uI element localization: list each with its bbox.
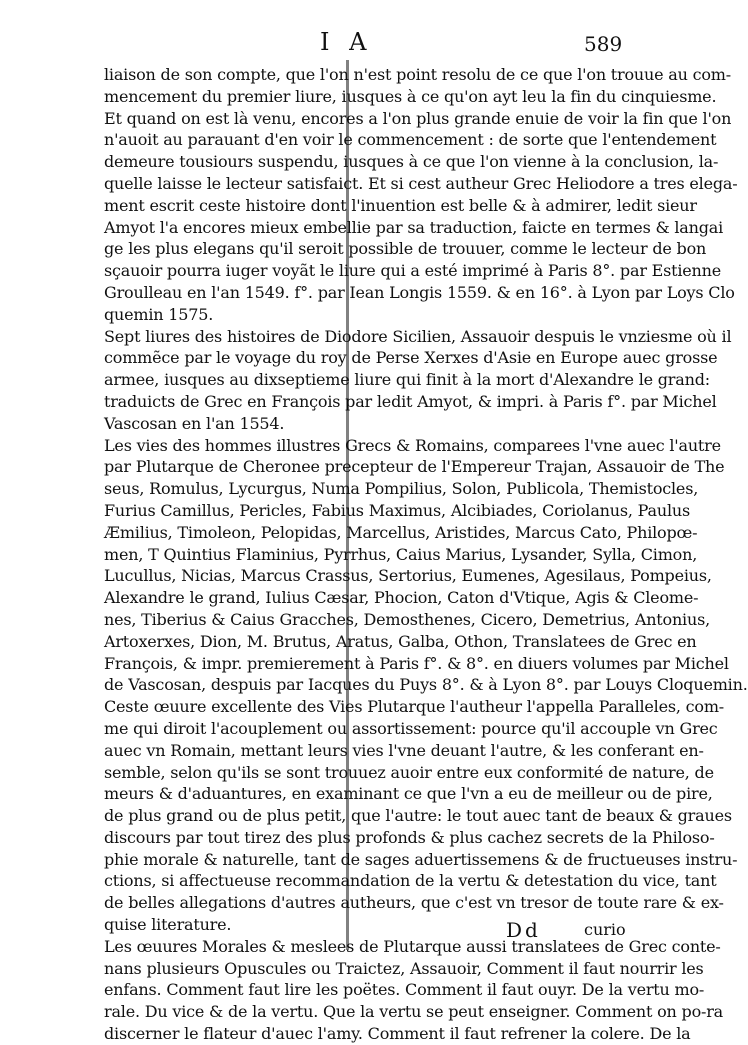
- text-line: mencement du premier liure, iusques à ce qu'on ayt leu la fin du cinquiesme.: [104, 86, 717, 106]
- page-header: [0, 28, 696, 58]
- text-line: par Plutarque de Cheronee precepteur de l'Empereur Trajan, Assauoir de The: [104, 457, 725, 477]
- text-line: Groulleau en l'an 1549. f°. par Iean Longis 1559. & en 16°. à Lyon par Loys Clo: [104, 282, 735, 302]
- text-line: rale. Du vice & de la vertu. Que la vertu se peut enseigner. Comment on po-ra: [104, 1002, 724, 1022]
- text-line: traduicts de Grec en François par ledit Amyot, & impri. à Paris f°. par Michel: [104, 391, 717, 411]
- page-footer: [0, 918, 696, 948]
- text-line: de belles allegations d'autres autheurs, que c'est vn tresor de toute rare & ex-: [104, 893, 724, 913]
- text-line: semble, selon qu'ils se sont trouuez auoir entre eux conformité de nature, de: [104, 762, 714, 782]
- text-line: Artoxerxes, Dion, M. Brutus, Aratus, Galba, Othon, Translatees de Grec en: [104, 631, 697, 651]
- text-line: nans plusieurs Opuscules ou Traictez, Assauoir, Comment il faut nourrir les: [104, 958, 704, 978]
- page-number: 589: [584, 32, 623, 56]
- text-line: seus, Romulus, Lycurgus, Numa Pompilius, Solon, Publicola, Themistocles,: [104, 479, 699, 499]
- text-line: armee, iusques au dixseptieme liure qui finit à la mort d'Alexandre le grand:: [104, 370, 710, 390]
- body-text: [104, 64, 748, 1045]
- text-line: Vascosan en l'an 1554.: [104, 413, 285, 433]
- text-line: ment escrit ceste histoire dont l'inuention est belle & à admirer, ledit sieur: [104, 195, 697, 215]
- text-line: Lucullus, Nicias, Marcus Crassus, Sertorius, Eumenes, Agesilaus, Pompeius,: [104, 566, 712, 586]
- text-line: men, T Quintius Flaminius, Pyrrhus, Caius Marius, Lysander, Sylla, Cimon,: [104, 544, 698, 564]
- text-line: Sept liures des histoires de Diodore Sicilien, Assauoir despuis le vnziesme où il: [104, 326, 732, 346]
- text-line: ctions, si affectueuse recommandation de la vertu & detestation du vice, tant: [104, 871, 717, 891]
- text-line: me qui diroit l'acouplement ou assortissement: pource qu'il accouple vn Grec: [104, 718, 718, 738]
- text-line: de Vascosan, despuis par Iacques du Puys 8°. & à Lyon 8°. par Louys Cloquemin.: [104, 675, 748, 695]
- text-line: enfans. Comment faut lire les poëtes. Comment il faut ouyr. De la vertu mo-: [104, 980, 705, 1000]
- text-line: quise literature.: [104, 915, 232, 935]
- text-line: quemin 1575.: [104, 304, 214, 324]
- text-line: commẽce par le voyage du roy de Perse Xerxes d'Asie en Europe auec grosse: [104, 348, 718, 368]
- text-line: Les œuures Morales & meslees de Plutarque aussi translatees de Grec conte-: [104, 936, 721, 956]
- text-line: Æmilius, Timoleon, Pelopidas, Marcellus, Aristides, Marcus Cato, Philopœ-: [104, 522, 698, 542]
- text-line: n'auoit au parauant d'en voir le commencement : de sorte que l'entendement: [104, 130, 717, 150]
- text-line: demeure tousiours suspendu, iusques à ce que l'on vienne à la conclusion, la-: [104, 152, 719, 172]
- text-line: Amyot l'a encores mieux embellie par sa traduction, faicte en termes & langai: [104, 217, 724, 237]
- text-line: liaison de son compte, que l'on n'est point resolu de ce que l'on trouue au com-: [104, 65, 731, 84]
- signature-mark: Dd: [506, 918, 541, 942]
- text-line: Furius Camillus, Pericles, Fabius Maximus, Alcibiades, Coriolanus, Paulus: [104, 500, 691, 520]
- running-head: I A: [320, 28, 373, 56]
- text-line: auec vn Romain, mettant leurs vies l'vne deuant l'autre, & les conferant en-: [104, 740, 704, 760]
- text-line: sçauoir pourra iuger voyãt le liure qui a esté imprimé à Paris 8°. par Estienne: [104, 261, 722, 281]
- text-line: quelle laisse le lecteur satisfaict. Et si cest autheur Grec Heliodore a tres elega-: [104, 173, 738, 193]
- text-line: de plus grand ou de plus petit, que l'autre: le tout auec tant de beaux & graues: [104, 806, 732, 826]
- text-line: meurs & d'aduantures, en examinant ce que l'vn a eu de meilleur ou de pire,: [104, 784, 713, 804]
- text-line: phie morale & naturelle, tant de sages aduertissemens & de fructueuses instru-: [104, 849, 738, 869]
- text-line: Alexandre le grand, Iulius Cæsar, Phocion, Caton d'Vtique, Agis & Cleome-: [104, 588, 699, 608]
- text-line: ge les plus elegans qu'il seroit possible de trouuer, comme le lecteur de bon: [104, 239, 707, 259]
- text-line: Et quand on est là venu, encores a l'on plus grande enuie de voir la fin que l'on: [104, 108, 732, 128]
- catchword: curio: [584, 920, 626, 939]
- text-line: discerner le flateur d'auec l'amy. Comment il faut refrener la colere. De la: [104, 1024, 691, 1044]
- text-line: Les vies des hommes illustres Grecs & Romains, comparees l'vne auec l'autre: [104, 435, 721, 455]
- text-line: François, & impr. premierement à Paris f°. & 8°. en diuers volumes par Michel: [104, 653, 729, 673]
- text-line: nes, Tiberius & Caius Gracches, Demosthenes, Cicero, Demetrius, Antonius,: [104, 609, 710, 629]
- text-line: discours par tout tirez des plus profonds & plus cachez secrets de la Philoso-: [104, 827, 715, 847]
- text-line: Ceste œuure excellente des Vies Plutarque l'autheur l'appella Paralleles, com-: [104, 697, 725, 717]
